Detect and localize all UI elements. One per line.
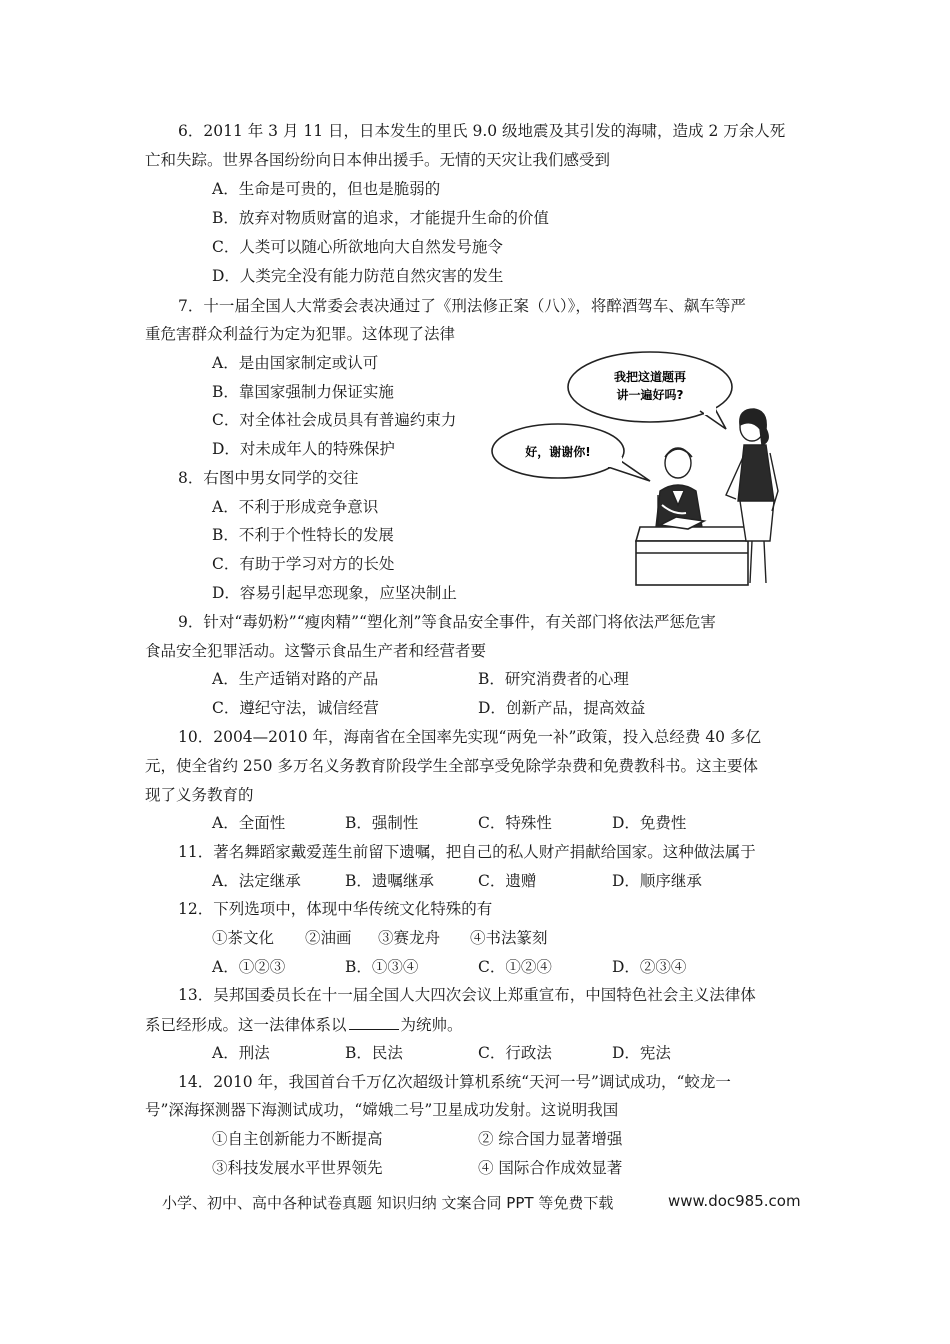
q12-stem-line1: 12．下列选项中，体现中华传统文化特殊的有	[178, 900, 493, 918]
speech-bubble-girl	[568, 352, 732, 429]
q13-option-a: A．刑法	[212, 1044, 270, 1062]
q7-stem-line2: 重危害群众利益行为定为犯罪。这体现了法律	[145, 325, 456, 343]
q7-option-a: A．是由国家制定或认可	[212, 354, 379, 372]
q6-stem-line2: 亡和失踪。世界各国纷纷向日本伸出援手。无情的天灾让我们感受到	[145, 151, 611, 169]
q9-option-c: C．遵纪守法，诚信经营	[212, 699, 379, 717]
q8-option-b: B．不利于个性特长的发展	[212, 526, 394, 544]
q12-item-3: ③赛龙舟	[378, 929, 441, 947]
q13-stem-line1: 13．吴邦国委员长在十一届全国人大四次会议上郑重宣布，中国特色社会主义法律体	[178, 986, 756, 1004]
q14-item-1: ①自主创新能力不断提高	[212, 1130, 383, 1148]
q9-option-b: B．研究消费者的心理	[478, 670, 629, 688]
q11-option-b: B．遗嘱继承	[345, 872, 434, 890]
q12-option-d: D．②③④	[612, 958, 687, 976]
bubble-girl-text-1: 我把这道题再	[613, 370, 687, 384]
q9-stem-line2: 食品安全犯罪活动。这警示食品生产者和经营者要	[145, 642, 487, 660]
footer-url[interactable]: www.doc985.com	[668, 1192, 801, 1210]
q13-option-b: B．民法	[345, 1044, 403, 1062]
q11-option-a: A．法定继承	[212, 872, 301, 890]
speech-bubble-boy	[492, 424, 650, 481]
q6-option-a: A．生命是可贵的，但也是脆弱的	[212, 180, 441, 198]
q12-item-1: ①茶文化	[212, 929, 275, 947]
q7-option-c: C．对全体社会成员具有普遍约束力	[212, 411, 457, 429]
q13-option-d: D．宪法	[612, 1044, 671, 1062]
q9-option-a: A．生产适销对路的产品	[212, 670, 379, 688]
q6-option-c: C．人类可以随心所欲地向大自然发号施令	[212, 238, 503, 256]
answer-blank	[349, 1014, 399, 1030]
bubble-girl-text-2: 讲一遍好吗?	[616, 388, 684, 402]
q10-stem-line2: 元，使全省约 250 多万名义务教育阶段学生全部享受免除学杂费和免费教科书。这主要体	[145, 757, 758, 775]
q13-option-c: C．行政法	[478, 1044, 552, 1062]
bubble-boy-text: 好，谢谢你!	[525, 445, 591, 459]
q12-option-b: B．①③④	[345, 958, 419, 976]
q14-stem-line1: 14．2010 年，我国首台千万亿次超级计算机系统“天河一号”调试成功，“蛟龙一	[178, 1073, 731, 1091]
q7-option-b: B．靠国家强制力保证实施	[212, 383, 394, 401]
q12-option-c: C．①②④	[478, 958, 552, 976]
q10-stem-line3: 现了义务教育的	[145, 786, 254, 804]
q7-option-d: D．对未成年人的特殊保护	[212, 440, 395, 458]
q11-option-d: D．顺序继承	[612, 872, 702, 890]
q6-stem-line1: 6．2011 年 3 月 11 日，日本发生的里氏 9.0 级地震及其引发的海啸，造成 2 万余人死	[178, 122, 786, 140]
q14-item-2: ② 综合国力显著增强	[478, 1130, 623, 1148]
q6-option-d: D．人类完全没有能力防范自然灾害的发生	[212, 267, 504, 285]
q10-option-c: C．特殊性	[478, 814, 552, 832]
q14-item-4: ④ 国际合作成效显著	[478, 1159, 623, 1177]
q12-option-a: A．①②③	[212, 958, 286, 976]
q11-option-c: C．遗赠	[478, 872, 537, 890]
q10-option-b: B．强制性	[345, 814, 419, 832]
q13-stem-line2-part1: 系已经形成。这一法律体系以	[145, 1016, 347, 1034]
q13-stem-line2	[145, 1014, 463, 1035]
q12-item-2: ②油画	[305, 929, 352, 947]
students-illustration	[490, 345, 810, 587]
q6-option-b: B．放弃对物质财富的追求，才能提升生命的价值	[212, 209, 549, 227]
q12-item-4: ④书法篆刻	[470, 929, 548, 947]
q14-stem-line2: 号”深海探测器下海测试成功，“嫦娥二号”卫星成功发射。这说明我国	[145, 1101, 619, 1119]
q10-option-d: D．免费性	[612, 814, 687, 832]
q8-stem-line1: 8．右图中男女同学的交往	[178, 469, 359, 487]
q9-option-d: D．创新产品，提高效益	[478, 699, 646, 717]
q14-item-3: ③科技发展水平世界领先	[212, 1159, 383, 1177]
q8-option-a: A．不利于形成竞争意识	[212, 498, 379, 516]
q13-stem-line2-part2: 为统帅。	[400, 1016, 463, 1034]
q8-option-d: D．容易引起早恋现象，应坚决制止	[212, 584, 457, 602]
q7-stem-line1: 7．十一届全国人大常委会表决通过了《刑法修正案（八）》，将醉酒驾车、飙车等严	[178, 297, 746, 315]
q10-option-a: A．全面性	[212, 814, 286, 832]
q10-stem-line1: 10．2004—2010 年，海南省在全国率先实现“两免一补”政策，投入总经费 40 多亿	[178, 728, 761, 746]
q11-stem-line1: 11．著名舞蹈家戴爱莲生前留下遗嘱，把自己的私人财产捐献给国家。这种做法属于	[178, 843, 756, 861]
q8-option-c: C．有助于学习对方的长处	[212, 555, 395, 573]
q9-stem-line1: 9．针对“毒奶粉”“瘦肉精”“塑化剂”等食品安全事件，有关部门将依法严惩危害	[178, 613, 716, 631]
desk	[636, 517, 752, 585]
footer-text: 小学、初中、高中各种试卷真题 知识归纳 文案合同 PPT 等免费下载	[162, 1194, 614, 1212]
